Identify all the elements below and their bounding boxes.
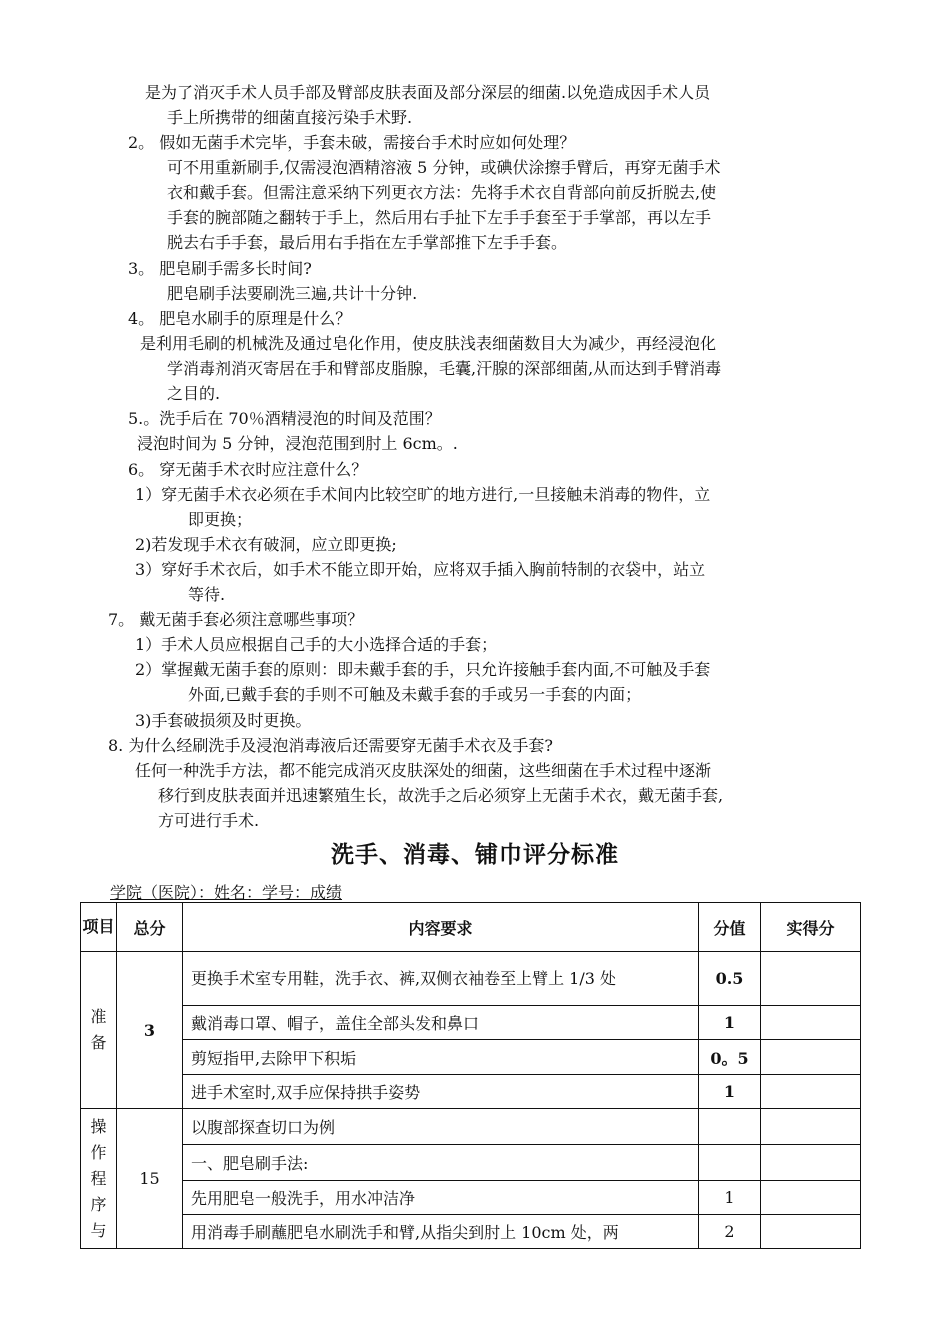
earned-cell[interactable] [761, 1075, 861, 1109]
question-5: 5.。洗手后在 70％酒精浸泡的时间及范围？ [128, 409, 441, 428]
question-2: 2。 假如无菌手术完毕，手套未破，需接台手术时应如何处理？ [128, 133, 576, 152]
table-row [81, 1215, 861, 1249]
earned-cell[interactable] [761, 952, 861, 1006]
earned-cell[interactable] [761, 1040, 861, 1075]
content-cell: 先用肥皂一般洗手，用水冲洁净 [183, 1181, 699, 1215]
prep-total: 3 [117, 952, 183, 1109]
qa-line: 脱去右手手套，最后用右手指在左手掌部推下左手手套。 [167, 233, 568, 252]
qa-line: 方可进行手术. [158, 811, 260, 830]
question-6: 6。 穿无菌手术衣时应注意什么？ [128, 460, 368, 479]
qa-line: 1）穿无菌手术衣必须在手术间内比较空旷的地方进行,一旦接触未消毒的物件，立 [135, 485, 711, 504]
category-operation [81, 1109, 117, 1249]
table-row [81, 1181, 861, 1215]
qa-line: 学消毒剂消灭寄居在手和臂部皮脂腺，毛囊,汗腺的深部细菌,从而达到手臂消毒 [167, 359, 722, 378]
qa-line: 衣和戴手套。但需注意采纳下列更衣方法：先将手术衣自背部向前反折脱去,使 [167, 183, 717, 202]
score-cell [699, 1109, 761, 1145]
category-char: 与 [90, 1220, 107, 1240]
qa-line: 之目的. [167, 384, 221, 403]
score-cell: 1 [699, 1006, 761, 1040]
header-item: 项目 [81, 903, 117, 952]
question-4: 4。 肥皂水刷手的原理是什么？ [128, 309, 352, 328]
content-cell: 进手术室时,双手应保持拱手姿势 [183, 1075, 699, 1109]
table-row [81, 1006, 861, 1040]
score-cell: 0.5 [699, 952, 761, 1006]
score-cell: 1 [699, 1181, 761, 1215]
header-content: 内容要求 [183, 903, 699, 952]
header-total: 总分 [117, 903, 183, 952]
content-cell: 一、肥皂刷手法: [183, 1145, 699, 1181]
header-earned: 实得分 [761, 903, 861, 952]
qa-line: 即更换； [188, 510, 253, 529]
header-score: 分值 [699, 903, 761, 952]
content-cell: 更换手术室专用鞋，洗手衣、裤,双侧衣袖卷至上臂上 1/3 处 [183, 952, 699, 1006]
content-cell: 戴消毒口罩、帽子，盖住全部头发和鼻口 [183, 1006, 699, 1040]
qa-line: 可不用重新刷手,仅需浸泡酒精溶液 5 分钟，或碘伏涂擦手臂后，再穿无菌手术 [167, 158, 721, 177]
qa-line: 等待. [188, 585, 226, 604]
question-8: 8. 为什么经刷洗手及浸泡消毒液后还需要穿无菌手术衣及手套? [108, 736, 553, 755]
question-3: 3。 肥皂刷手需多长时间? [128, 259, 312, 278]
qa-line: 是为了消灭手术人员手部及臂部皮肤表面及部分深层的细菌.以免造成因手术人员 [145, 83, 711, 102]
score-cell: 2 [699, 1215, 761, 1249]
qa-line: 任何一种洗手方法，都不能完成消灭皮肤深处的细菌，这些细菌在手术过程中逐渐 [135, 761, 712, 780]
qa-line: 手套的腕部随之翻转于手上，然后用右手扯下左手手套至于手掌部，再以左手 [167, 208, 712, 227]
qa-line: 1）手术人员应根据自己手的大小选择合适的手套； [135, 635, 498, 654]
earned-cell[interactable] [761, 1006, 861, 1040]
qa-line: 浸泡时间为 5 分钟，浸泡范围到肘上 6cm。. [137, 434, 458, 453]
category-char: 序 [90, 1194, 107, 1214]
qa-line: 手上所携带的细菌直接污染手术野. [167, 108, 413, 127]
qa-line: 是利用毛刷的机械洗及通过皂化作用，使皮肤浅表细菌数目大为减少，再经浸泡化 [140, 334, 717, 353]
earned-cell[interactable] [761, 1109, 861, 1145]
operation-total: 15 [117, 1109, 183, 1249]
category-prep [81, 952, 117, 1109]
qa-line: 移行到皮肤表面并迅速繁殖生长，故洗手之后必须穿上无菌手术衣，戴无菌手套, [158, 786, 724, 805]
table-row [81, 1040, 861, 1075]
table-row [81, 1109, 861, 1145]
table-row [81, 1145, 861, 1181]
score-cell: 0。5 [699, 1040, 761, 1075]
category-char: 作 [90, 1142, 107, 1162]
earned-cell[interactable] [761, 1145, 861, 1181]
table-row [81, 1075, 861, 1109]
content-cell: 剪短指甲,去除甲下积垢 [183, 1040, 699, 1075]
qa-line: 3）穿好手术衣后，如手术不能立即开始，应将双手插入胸前特制的衣袋中，站立 [135, 560, 706, 579]
score-cell: 1 [699, 1075, 761, 1109]
scoring-table [80, 902, 861, 1249]
qa-line: 外面,已戴手套的手则不可触及未戴手套的手或另一手套的内面； [188, 685, 642, 704]
section-title: 洗手、消毒、铺巾评分标准 [331, 842, 619, 868]
qa-line: 肥皂刷手法要刷洗三遍,共计十分钟. [167, 284, 418, 303]
content-cell: 以腹部探查切口为例 [183, 1109, 699, 1145]
question-7: 7。 戴无菌手套必须注意哪些事项？ [108, 610, 364, 629]
category-char: 准 [90, 1007, 107, 1026]
table-header-row [81, 903, 861, 952]
category-char: 程 [90, 1168, 107, 1188]
college-name-line: 学院（医院）：姓名：学号：成绩 [110, 883, 343, 902]
table-row [81, 952, 861, 1006]
score-cell [699, 1145, 761, 1181]
category-char: 备 [90, 1033, 107, 1052]
earned-cell[interactable] [761, 1215, 861, 1249]
content-cell: 用消毒手刷蘸肥皂水刷洗手和臂,从指尖到肘上 10cm 处，两 [183, 1215, 699, 1249]
category-char: 操 [90, 1116, 107, 1136]
qa-line: 2）掌握戴无菌手套的原则：即未戴手套的手，只允许接触手套内面,不可触及手套 [135, 660, 711, 679]
qa-line: 2)若发现手术衣有破洞，应立即更换; [135, 535, 397, 554]
qa-line: 3)手套破损须及时更换。 [135, 711, 312, 730]
earned-cell[interactable] [761, 1181, 861, 1215]
